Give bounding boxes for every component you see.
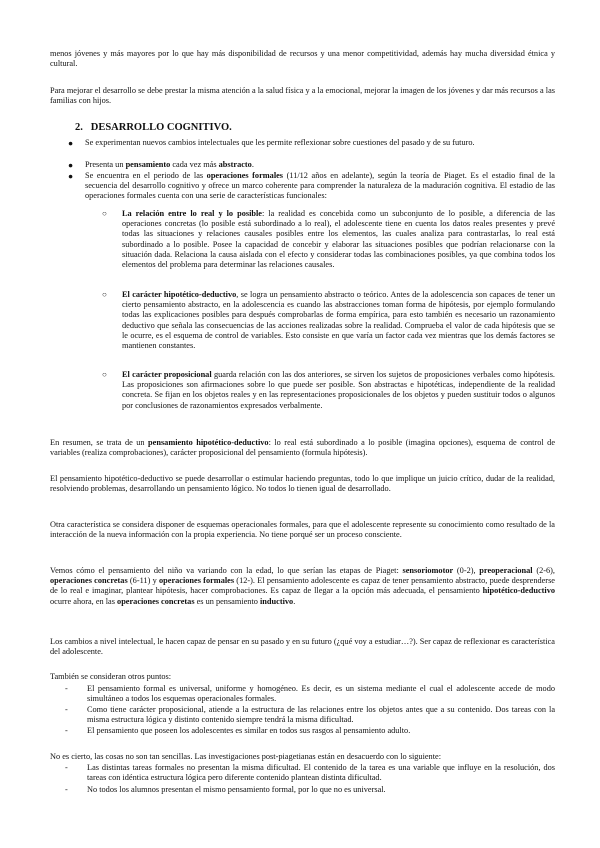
- circle-bullet-icon: ○: [102, 209, 107, 218]
- list-item: Como tiene carácter proposicional, atiende a la estructura de las relaciones entre los objetos antes que a su contenido. Dos tareas con la misma estructura lógica y distinto contenido siempre tendrá la misma dificultad.: [87, 705, 555, 725]
- bullet-icon: ●: [68, 138, 74, 148]
- intro-paragraph-1: menos jóvenes y más mayores por lo que hay más disponibilidad de recursos y una menor competitividad, además hay mucha diversidad étnica y cultural.: [50, 49, 555, 69]
- section-heading: [75, 122, 232, 133]
- list-item: El pensamiento que poseen los adolescentes es similar en todos sus rasgos al pensamiento adulto.: [87, 726, 411, 735]
- bullet-icon: ●: [68, 171, 74, 181]
- bullet-item-1: Se experimentan nuevos cambios intelectuales que les permite reflexionar sobre cuestiones del pasado y de su futuro.: [85, 138, 475, 147]
- paragraph-otros-puntos: También se consideran otros puntos:: [50, 672, 172, 681]
- paragraph-cambios: Los cambios a nivel intelectual, le hacen capaz de pensar en su pasado y en su futuro (¿qué voy a estudiar…?). Ser capaz de reflexionar es característica del adolescente.: [50, 637, 555, 657]
- summary-paragraph: En resumen, se trata de un pensamiento hipotético-deductivo: lo real está subordinado a lo posible (imagina opciones), esquema de control de variables (realiza comprobaciones), carácter proposicional del pensamiento (formula hipótesis).: [50, 438, 556, 458]
- bullet-item-3: Se encuentra en el periodo de las operaciones formales (11/12 años en adelante), según la teoría de Piaget. Es el estadio final de la secuencia del desarrollo cognitivo y ofrece un marco coherente para comprender la naturaleza de la maduración cognitiva. El estadio de las operaciones formales cuenta con una serie de características funcionales:: [85, 171, 555, 201]
- section-number: 2.: [75, 122, 83, 133]
- paragraph-estimular: El pensamiento hipotético-deductivo se puede desarrollar o estimular haciendo preguntas, todo lo que implique un juicio crítico, dudar de la realidad, resolviendo problemas, desarrollando un pensamiento lógico. No todos lo tienen igual de desarrollado.: [50, 474, 555, 494]
- sub-item-real-posible: La relación entre lo real y lo posible: la realidad es concebida como un subconjunto de lo posible, a diferencia de las operaciones concretas (lo posible está subordinado a lo real), el adolescente tiene en cuenta los datos reales presentes y prevé todas las situaciones y relaciones causales posibles entre los elementos, las cuales analiza para contrastarlas, lo real está subordinado a lo posible. Posee la capacidad de concebir y elaborar las situaciones posibles que podrían relacionarse con la situación dada. Relaciona la causa aislada con el efecto y considerar todas las combinaciones posibles, ya que combina todos los elementos del problema para determinar las relaciones causales.: [122, 209, 555, 270]
- sub-item-proposicional: El carácter proposicional guarda relación con las dos anteriores, se sirven los sujetos de proposiciones verbales como hipótesis. Las proposiciones son afirmaciones sobre lo que puede ser posible. Son abstractas e hipotéticas, independiente de la realidad concreta. Se fijan en los objetos reales y en las representaciones proposicionales de los objetos y pueden sustituir todos o algunos por conclusiones de razonamientos expresados verbalmente.: [122, 370, 555, 410]
- paragraph-no-es-cierto: No es cierto, las cosas no son tan sencillas. Las investigaciones post-piagetianas están en desacuerdo con lo siguiente:: [50, 752, 441, 761]
- sub-item-hipotetico-deductivo: El carácter hipotético-deductivo, se logra un pensamiento abstracto o teórico. Antes de la adolescencia son capaces de tener un cierto pensamiento abstracto, en la adolescencia es cuando las abstracciones toman forma de hipótesis, por ejemplo formulando todas las explicaciones posibles para después comprobarlas de forma empírica, para esto también es necesario un razonamiento deductivo que señala las consecuencias de las acciones realizadas sobre la realidad. Comprueba el valor de cada hipótesis que se le ocurre, es el esquema de control de variables. Esto consiste en que varía un factor cada vez mientras que los demás factores se mantienen constantes.: [122, 290, 555, 351]
- dash-icon: -: [65, 684, 68, 693]
- circle-bullet-icon: ○: [102, 290, 107, 299]
- section-title: DESARROLLO COGNITIVO.: [90, 122, 232, 133]
- bullet-icon: ●: [68, 160, 74, 170]
- bullet-item-2: Presenta un pensamiento cada vez más abstracto.: [85, 160, 254, 169]
- dash-icon: -: [65, 763, 68, 772]
- dash-icon: -: [65, 726, 68, 735]
- paragraph-etapas-piaget: Vemos cómo el pensamiento del niño va variando con la edad, lo que serían las etapas de Piaget: sensoriomotor (0-2), preoperacional (2-6), operaciones concretas (6-11) y operaciones formales (12-). El pensamiento adolescente es capaz de tener pensamiento abstracto, puede desprenderse de lo real e imaginar, plantear hipótesis, hacer comprobaciones. Es capaz de llegar a la opción más adecuada, el pensamiento hipotético-deductivo ocurre ahora, en las operaciones concretas es un pensamiento inductivo.: [50, 566, 555, 606]
- paragraph-esquemas: Otra característica se considera disponer de esquemas operacionales formales, para que el adolescente represente su conocimiento como resultado de la interacción de la nueva información con la propia experiencia. No tiene porqué ser un proceso consciente.: [50, 520, 555, 540]
- list-item: Las distintas tareas formales no presentan la misma dificultad. El contenido de la tarea es una variable que influye en la resolución, dos tareas con idéntica estructura lógica pero diferente contenido plantean distinta dificultad.: [87, 763, 555, 783]
- circle-bullet-icon: ○: [102, 370, 107, 379]
- dash-icon: -: [65, 705, 68, 714]
- intro-paragraph-2: Para mejorar el desarrollo se debe prestar la misma atención a la salud física y a la emocional, mejorar la imagen de los jóvenes y dar más recursos a las familias con hijos.: [50, 86, 555, 106]
- list-item: El pensamiento formal es universal, uniforme y homogéneo. Es decir, es un sistema mediante el cual el adolescente accede de modo simultáneo a todos los esquemas operacionales formales.: [87, 684, 555, 704]
- list-item: No todos los alumnos presentan el mismo pensamiento formal, por lo que no es universal.: [87, 785, 386, 794]
- dash-icon: -: [65, 785, 68, 794]
